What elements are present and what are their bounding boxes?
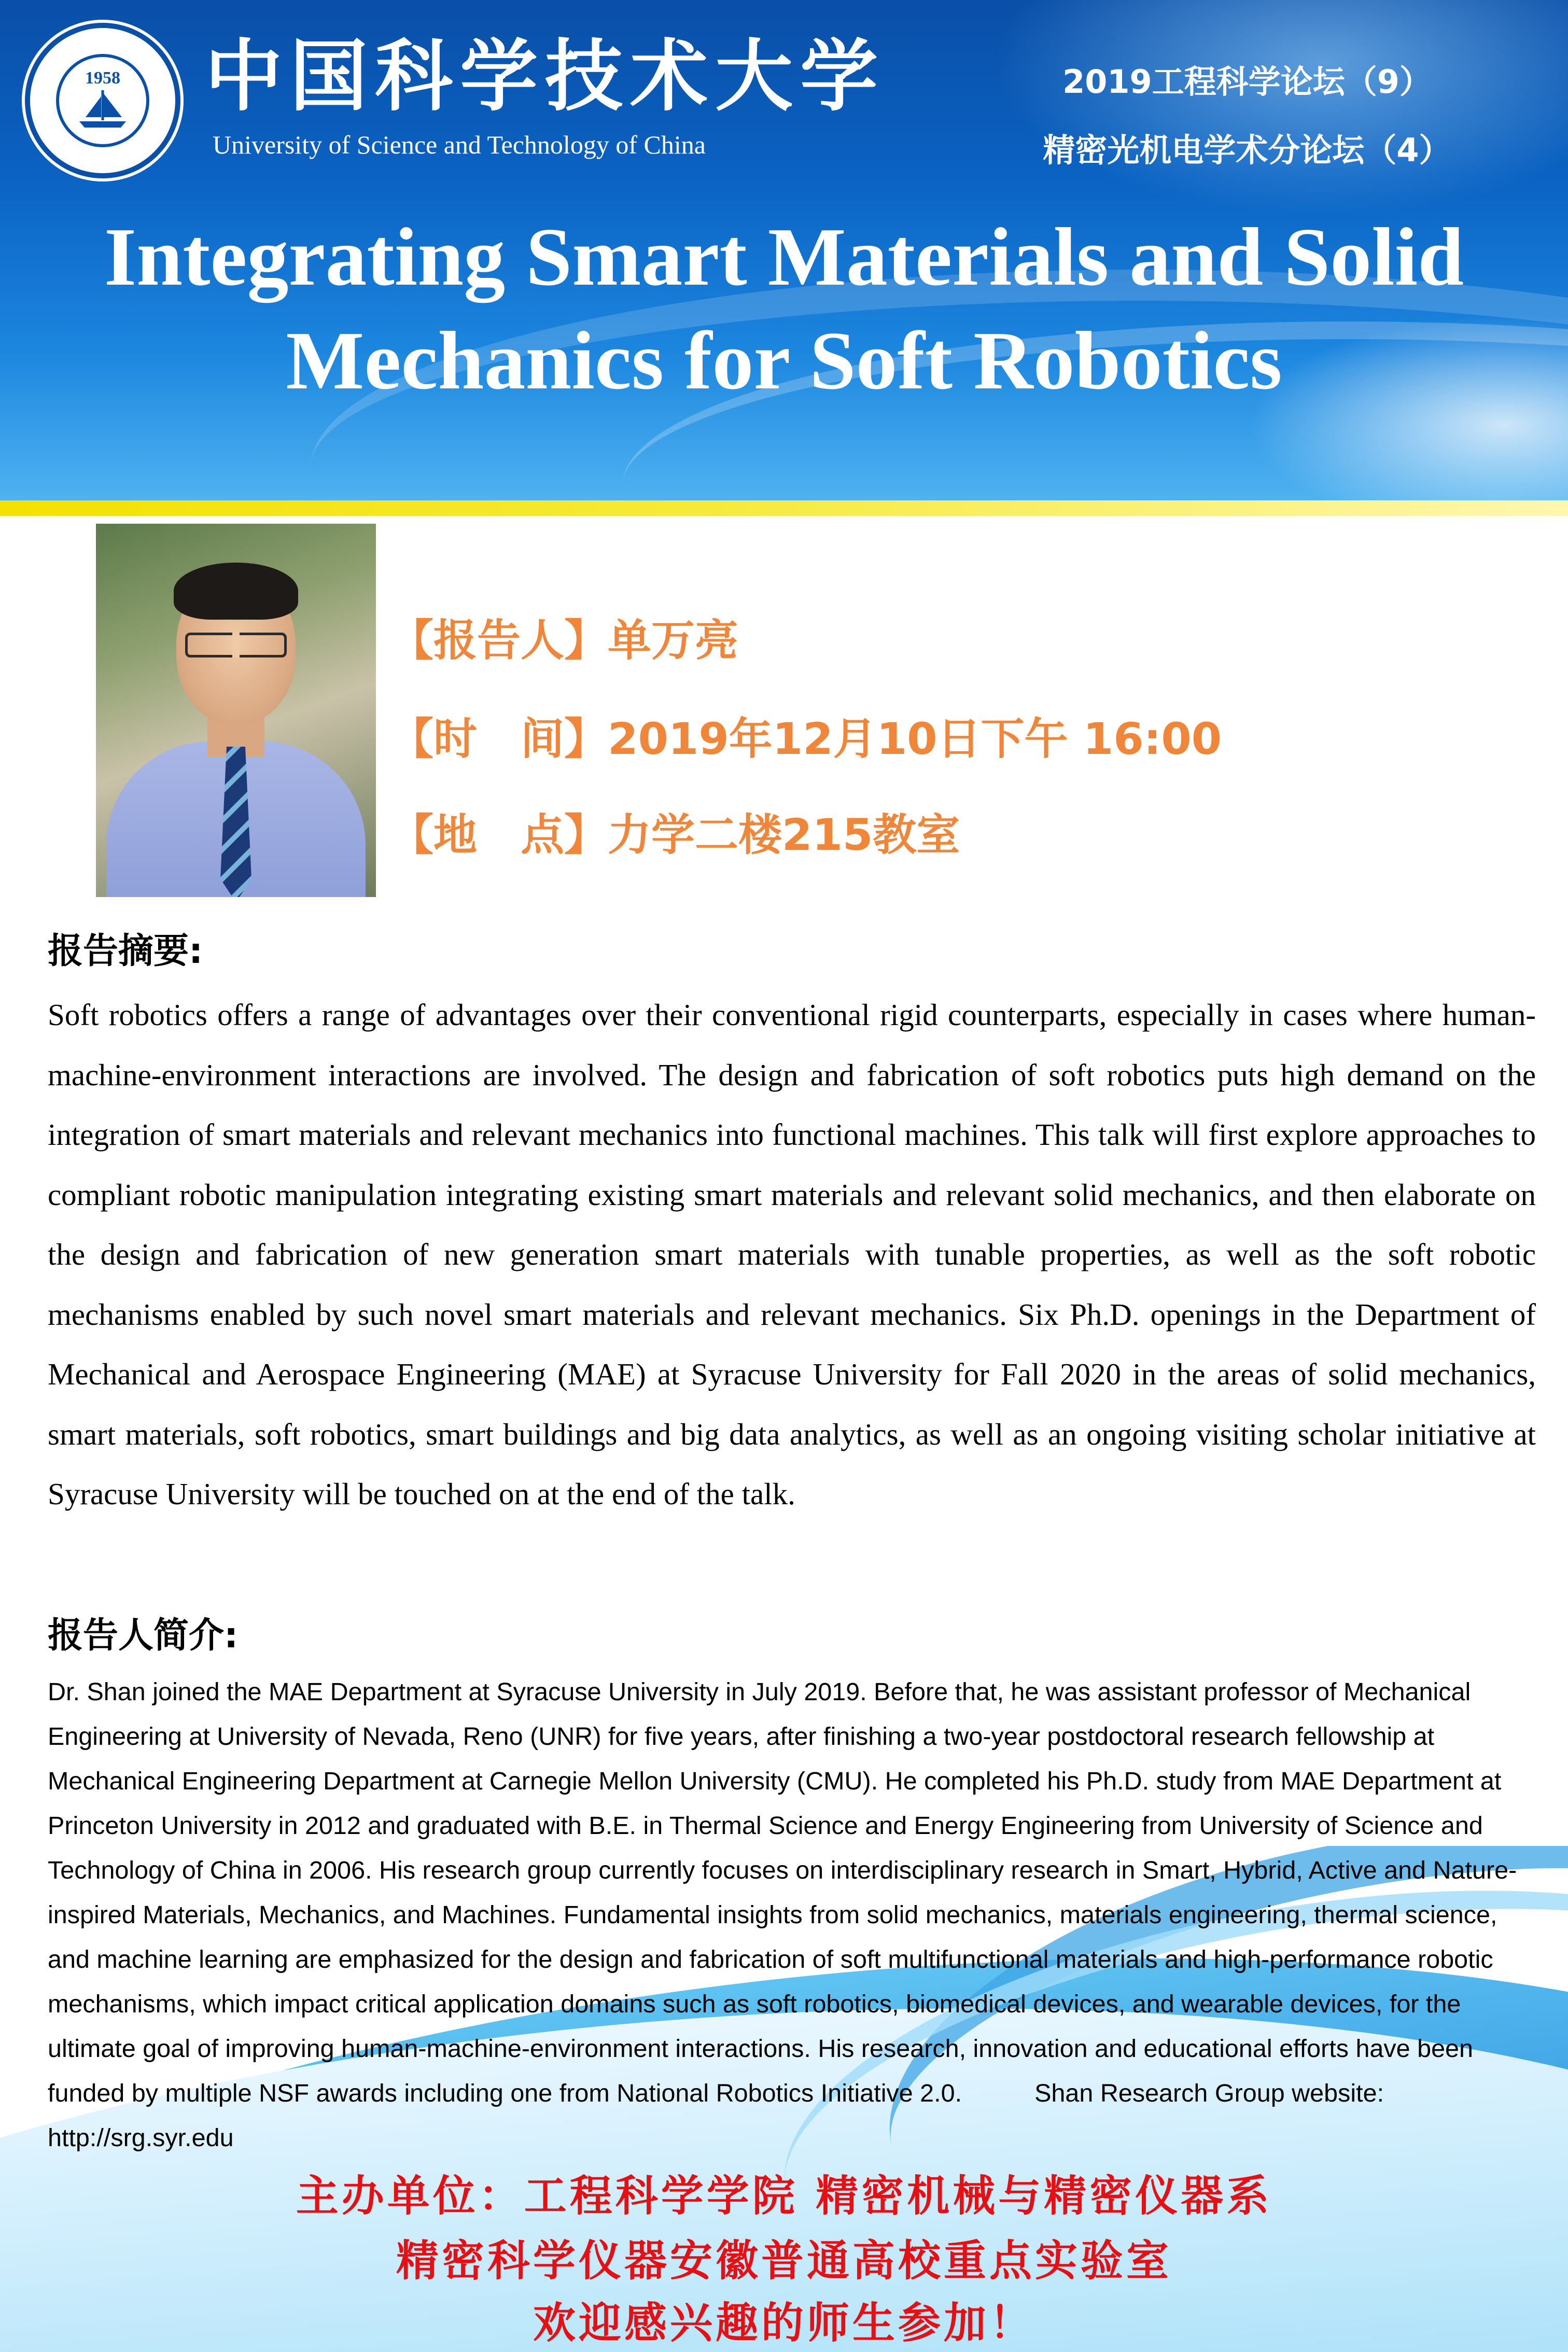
place-line [390,809,960,861]
talk-title-line1: Integrating Smart Materials and Solid [104,211,1464,303]
university-logo [25,23,180,178]
host-line2: 精密科学仪器安徽普通高校重点实验室 [396,2236,1172,2286]
photo-hair [174,563,298,620]
forum-title-line2: 精密光机电学术分论坛（4） [1043,131,1451,169]
research-group-website: Shan Research Group website: http://srg.syr.edu [48,2079,1384,2152]
speaker-name: 单万亮 [608,615,739,666]
university-name-chinese: 中国科学技术大学 [205,31,886,122]
forum-title-line1: 2019工程科学论坛（9） [1062,63,1432,101]
university-name-english: University of Science and Technology of China [213,130,706,159]
bio-heading: 报告人简介: [48,1615,239,1656]
header-banner [0,0,1568,500]
talk-title-line2: Mechanics for Soft Robotics [286,314,1282,407]
host-line1: 主办单位：工程科学学院 精密机械与精密仪器系 [296,2171,1272,2221]
host-line3: 欢迎感兴趣的师生参加！ [533,2298,1035,2348]
talk-title [31,205,1537,412]
logo-year: 1958 [85,68,120,88]
place-label: 【地 点】 [390,809,608,860]
abstract-text: Soft robotics offers a range of advantages over their conventional rigid counterparts, especially in cases where human-machine-environment interactions are involved. The design and fabrication of soft robotics puts high demand on the integration of smart materials and relevant mechanics into functional machines. This talk will first explore approaches to compliant robotic manipulation integrating existing smart materials and relevant solid mechanics, and then elaborate on the design and fabrication of new generation smart materials with tunable properties, as well as the soft robotic mechanisms enabled by such novel smart materials and relevant mechanics. Six Ph.D. openings in the Department of Mechanical and Aerospace Engineering (MAE) at Syracuse University for Fall 2020 in the areas of solid mechanics, smart materials, soft robotics, smart buildings and big data analytics, as well as an ongoing visiting scholar initiative at Syracuse University will be touched on at the end of the talk. [48,998,1536,1511]
bio-paragraph [48,1670,1536,2160]
photo-glasses [185,633,287,657]
time-line [390,713,1222,765]
abstract-heading: 报告摘要: [48,931,203,972]
bio-text: Dr. Shan joined the MAE Department at Syracuse University in July 2019. Before that, he was assistant professor of Mechanical Engineering at University of Nevada, Reno (UNR) for five years, after finishing a two-year postdoctoral research fellowship at Mechanical Engineering Department at Carnegie Mellon University (CMU). He completed his Ph.D. study from MAE Department at Princeton University in 2012 and graduated with B.E. in Thermal Science and Energy Engineering from University of Science and Technology of China in 2006. His research group currently focuses on interdisciplinary research in Smart, Hybrid, Active and Nature-inspired Materials, Mechanics, and Machines. Fundamental insights from solid mechanics, materials engineering, thermal science, and machine learning are emphasized for the design and fabrication of soft multifunctional materials and high-performance robotic mechanisms, which impact critical application domains such as soft robotics, biomedical devices, and wearable devices, for the ultimate goal of improving human-machine-environment interactions. His research, innovation and educational efforts have been funded by multiple NSF awards including one from National Robotics Initiative 2.0. [48,1678,1517,2107]
place-value: 力学二楼215教室 [608,809,960,860]
time-value: 2019年12月10日下午 16:00 [608,713,1222,764]
speaker-photo [96,524,376,897]
speaker-line [390,614,738,666]
logo-emblem-icon [74,85,131,132]
time-label: 【时 间】 [390,713,608,764]
logo-inner-ring [56,54,149,147]
speaker-label: 【报告人】 [390,615,608,666]
yellow-divider-stripe [0,500,1568,516]
